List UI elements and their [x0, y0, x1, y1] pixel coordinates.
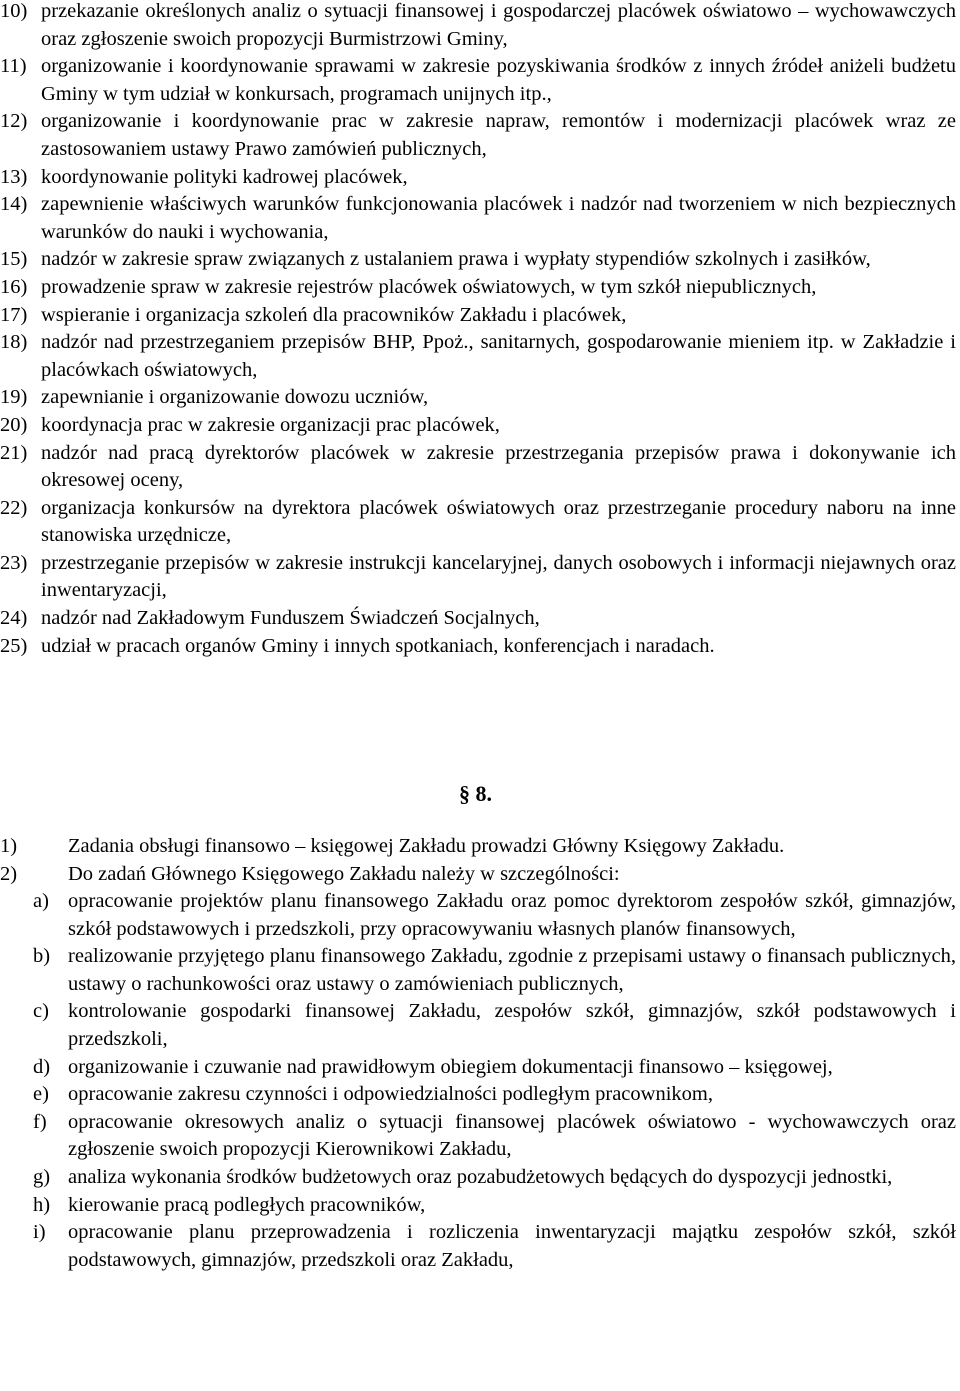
list-item [0, 302, 956, 330]
item-number: 13) [0, 165, 28, 188]
item-text: kontrolowanie gospodarki finansowej Zakładu, zespołów szkół, gimnazjów, szkół podstawowych i przedszkoli, [68, 1000, 956, 1050]
list-item [0, 274, 956, 302]
list-item [0, 1109, 956, 1164]
item-number: 25) [0, 634, 28, 657]
item-letter: f) [33, 1110, 47, 1133]
list-item [0, 495, 956, 550]
list-item [0, 998, 956, 1053]
list-item [0, 1192, 956, 1220]
list-item [0, 1164, 956, 1192]
item-number: 11) [0, 55, 27, 78]
item-letter: d) [33, 1055, 51, 1078]
item-text: nadzór w zakresie spraw związanych z ustalaniem prawa i wypłaty stypendiów szkolnych i zasiłków, [41, 248, 871, 271]
item-number: 24) [0, 607, 28, 630]
item-letter: g) [33, 1165, 51, 1188]
item-number: 19) [0, 386, 28, 409]
item-text: kierowanie pracą podległych pracowników, [68, 1193, 426, 1216]
list-item [0, 108, 956, 163]
item-letter: e) [33, 1083, 49, 1106]
list-item [0, 550, 956, 605]
list-item [0, 384, 956, 412]
section-heading: § 8. [459, 781, 492, 806]
item-number: 17) [0, 303, 28, 326]
point-number: 2) [0, 862, 18, 885]
item-number: 18) [0, 331, 28, 354]
list-item [0, 861, 956, 889]
item-text: koordynacja prac w zakresie organizacji prac placówek, [41, 413, 500, 436]
item-text: wspieranie i organizacja szkoleń dla pracowników Zakładu i placówek, [41, 303, 627, 326]
list-item [0, 191, 956, 246]
list-item [0, 1219, 956, 1274]
item-number: 20) [0, 413, 28, 436]
item-text: zapewnienie właściwych warunków funkcjonowania placówek i nadzór nad tworzeniem w nich bezpiecznych warunków do nauki i wychowania, [41, 193, 956, 243]
list-item [0, 412, 956, 440]
item-text: opracowanie planu przeprowadzenia i rozliczenia inwentaryzacji majątku zespołów szkół, szkół podstawowych, gimnazjów, przedszkoli oraz Zakładu, [68, 1221, 956, 1271]
item-number: 22) [0, 496, 28, 519]
item-number: 15) [0, 248, 28, 271]
list-item [0, 440, 956, 495]
item-text: przestrzeganie przepisów w zakresie instrukcji kancelaryjnej, danych osobowych i informacji niejawnych oraz inwentaryzacji, [41, 551, 956, 602]
item-text: nadzór nad pracą dyrektorów placówek w zakresie przestrzegania przepisów prawa i dokonywanie ich okresowej oceny, [41, 441, 956, 492]
item-number: 16) [0, 275, 28, 298]
item-letter: a) [33, 890, 49, 912]
list-item [0, 53, 956, 108]
list-item [0, 888, 956, 943]
item-text: udział w pracach organów Gminy i innych spotkaniach, konferencjach i naradach. [41, 634, 715, 657]
item-text: opracowanie okresowych analiz o sytuacji finansowej placówek oświatowo - wychowawczych oraz zgłoszenie swoich propozycji Kierownikowi Zakładu, [68, 1110, 956, 1161]
list-item [0, 1081, 956, 1109]
item-number: 10) [0, 0, 28, 22]
point-text: Do zadań Głównego Księgowego Zakładu należy w szczególności: [68, 862, 620, 885]
list-item [0, 605, 956, 633]
item-number: 14) [0, 193, 28, 216]
item-text: przekazanie określonych analiz o sytuacji finansowej i gospodarczej placówek oświatowo – wychowawczych oraz zgłoszenie swoich propozycji Burmistrzowi Gminy, [41, 0, 956, 50]
list-item [0, 164, 956, 192]
item-text: realizowanie przyjętego planu finansowego Zakładu, zgodnie z przepisami ustawy o finansach publicznych, ustawy o rachunkowości oraz ustawy o zamówieniach publicznych, [68, 945, 956, 995]
item-text: zapewnianie i organizowanie dowozu uczniów, [41, 386, 429, 409]
list-item [0, 0, 956, 53]
item-text: organizowanie i czuwanie nad prawidłowym obiegiem dokumentacji finansowo – księgowej, [68, 1055, 833, 1078]
list-item [0, 633, 956, 661]
section-points [0, 833, 956, 888]
list-item [0, 943, 956, 998]
item-text: opracowanie projektów planu finansowego Zakładu oraz pomoc dyrektorom zespołów szkół, gimnazjów, szkół podstawowych i przedszkoli, przy opracowywaniu własnych planów finansowych, [68, 890, 956, 940]
item-text: koordynowanie polityki kadrowej placówek, [41, 165, 408, 188]
item-text: opracowanie zakresu czynności i odpowiedzialności podległym pracownikom, [68, 1083, 713, 1106]
list-item [0, 246, 956, 274]
item-number: 21) [0, 441, 28, 464]
item-letter: i) [33, 1221, 46, 1244]
item-number: 12) [0, 110, 28, 133]
item-letter: c) [33, 1000, 49, 1023]
list-item [0, 833, 956, 861]
item-text: prowadzenie spraw w zakresie rejestrów placówek oświatowych, w tym szkół niepublicznych, [41, 275, 817, 298]
item-text: nadzór nad Zakładowym Funduszem Świadczeń Socjalnych, [41, 607, 540, 630]
point-number: 1) [0, 835, 18, 857]
item-text: analiza wykonania środków budżetowych oraz pozabudżetowych będących do dyspozycji jednostki, [68, 1165, 893, 1188]
item-text: nadzór nad przestrzeganiem przepisów BHP, Ppoż., sanitarnych, gospodarowanie mieniem itp. w Zakładzie i placówkach oświatowych, [41, 331, 956, 381]
item-letter: h) [33, 1193, 51, 1216]
list-item [0, 1054, 956, 1082]
point-text: Zadania obsługi finansowo – księgowej Zakładu prowadzi Główny Księgowy Zakładu. [68, 835, 785, 857]
duties-list [0, 888, 956, 1274]
item-text: organizowanie i koordynowanie sprawami w zakresie pozyskiwania środków z innych źródeł aniżeli budżetu Gminy w tym udział w konkursach, programach unijnych itp., [41, 55, 956, 105]
item-number: 23) [0, 551, 28, 574]
numbered-task-list [0, 0, 956, 660]
item-letter: b) [33, 945, 51, 968]
item-text: organizowanie i koordynowanie prac w zakresie napraw, remontów i modernizacji placówek wraz ze zastosowaniem ustawy Prawo zamówień publicznych, [41, 110, 956, 160]
list-item [0, 329, 956, 384]
item-text: organizacja konkursów na dyrektora placówek oświatowych oraz przestrzeganie procedury naboru na inne stanowiska urzędnicze, [41, 496, 956, 547]
